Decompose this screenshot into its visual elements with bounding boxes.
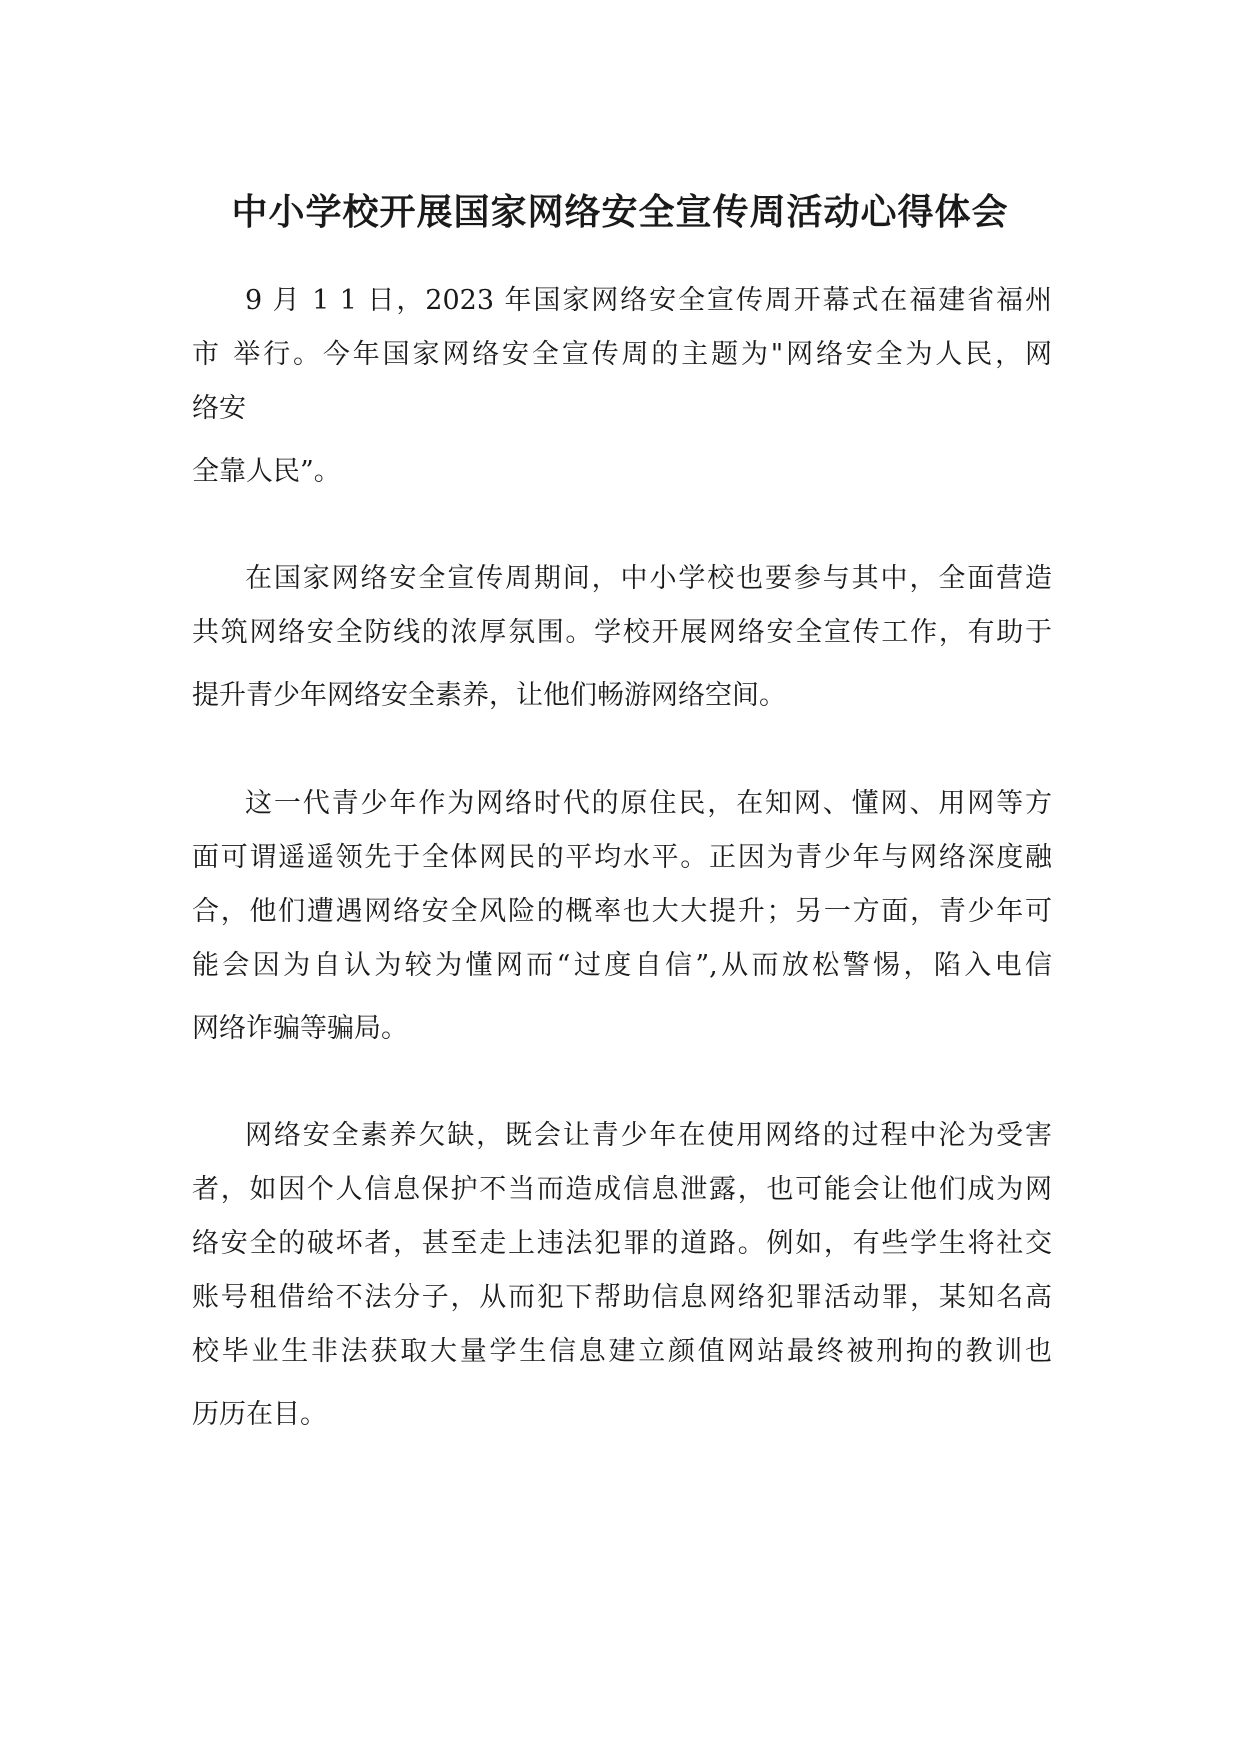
text-line: 络安全的破坏者，甚至走上违法犯罪的道路。例如，有些学生将社交	[192, 1228, 1052, 1259]
text-line: 市 举行。今年国家网络安全宣传周的主题为"网络安全为人民，网	[192, 339, 1052, 370]
text-line: 校毕业生非法获取大量学生信息建立颜值网站最终被刑拘的教训也	[192, 1336, 1052, 1367]
text-line: 这一代青少年作为网络时代的原住民，在知网、懂网、用网等方	[245, 788, 1052, 819]
text-line: 面可谓遥遥领先于全体网民的平均水平。正因为青少年与网络深度融	[192, 842, 1052, 873]
text-line: 络安	[192, 393, 246, 424]
text-line: 9 月 1 1 日，2023 年国家网络安全宣传周开幕式在福建省福州	[245, 285, 1052, 316]
text-line: 共筑网络安全防线的浓厚氛围。学校开展网络安全宣传工作，有助于	[192, 617, 1052, 648]
text-line: 账号租借给不法分子，从而犯下帮助信息网络犯罪活动罪，某知名高	[192, 1282, 1052, 1313]
text-line: 全靠人民”。	[192, 456, 341, 487]
text-line: 网络诈骗等骗局。	[192, 1013, 408, 1044]
text-line: 在国家网络安全宣传周期间，中小学校也要参与其中，全面营造	[245, 563, 1052, 594]
text-line: 历历在目。	[192, 1399, 327, 1430]
text-line: 网络安全素养欠缺，既会让青少年在使用网络的过程中沦为受害	[245, 1120, 1052, 1151]
text-line: 者，如因个人信息保护不当而造成信息泄露，也可能会让他们成为网	[192, 1174, 1052, 1205]
text-line: 合，他们遭遇网络安全风险的概率也大大提升；另一方面，青少年可	[192, 896, 1052, 927]
text-line: 能会因为自认为较为懂网而“过度自信”,从而放松警惕，陷入电信	[192, 950, 1052, 981]
document-title: 中小学校开展国家网络安全宣传周活动心得体会	[231, 192, 1009, 233]
text-line: 提升青少年网络安全素养，让他们畅游网络空间。	[192, 680, 786, 711]
